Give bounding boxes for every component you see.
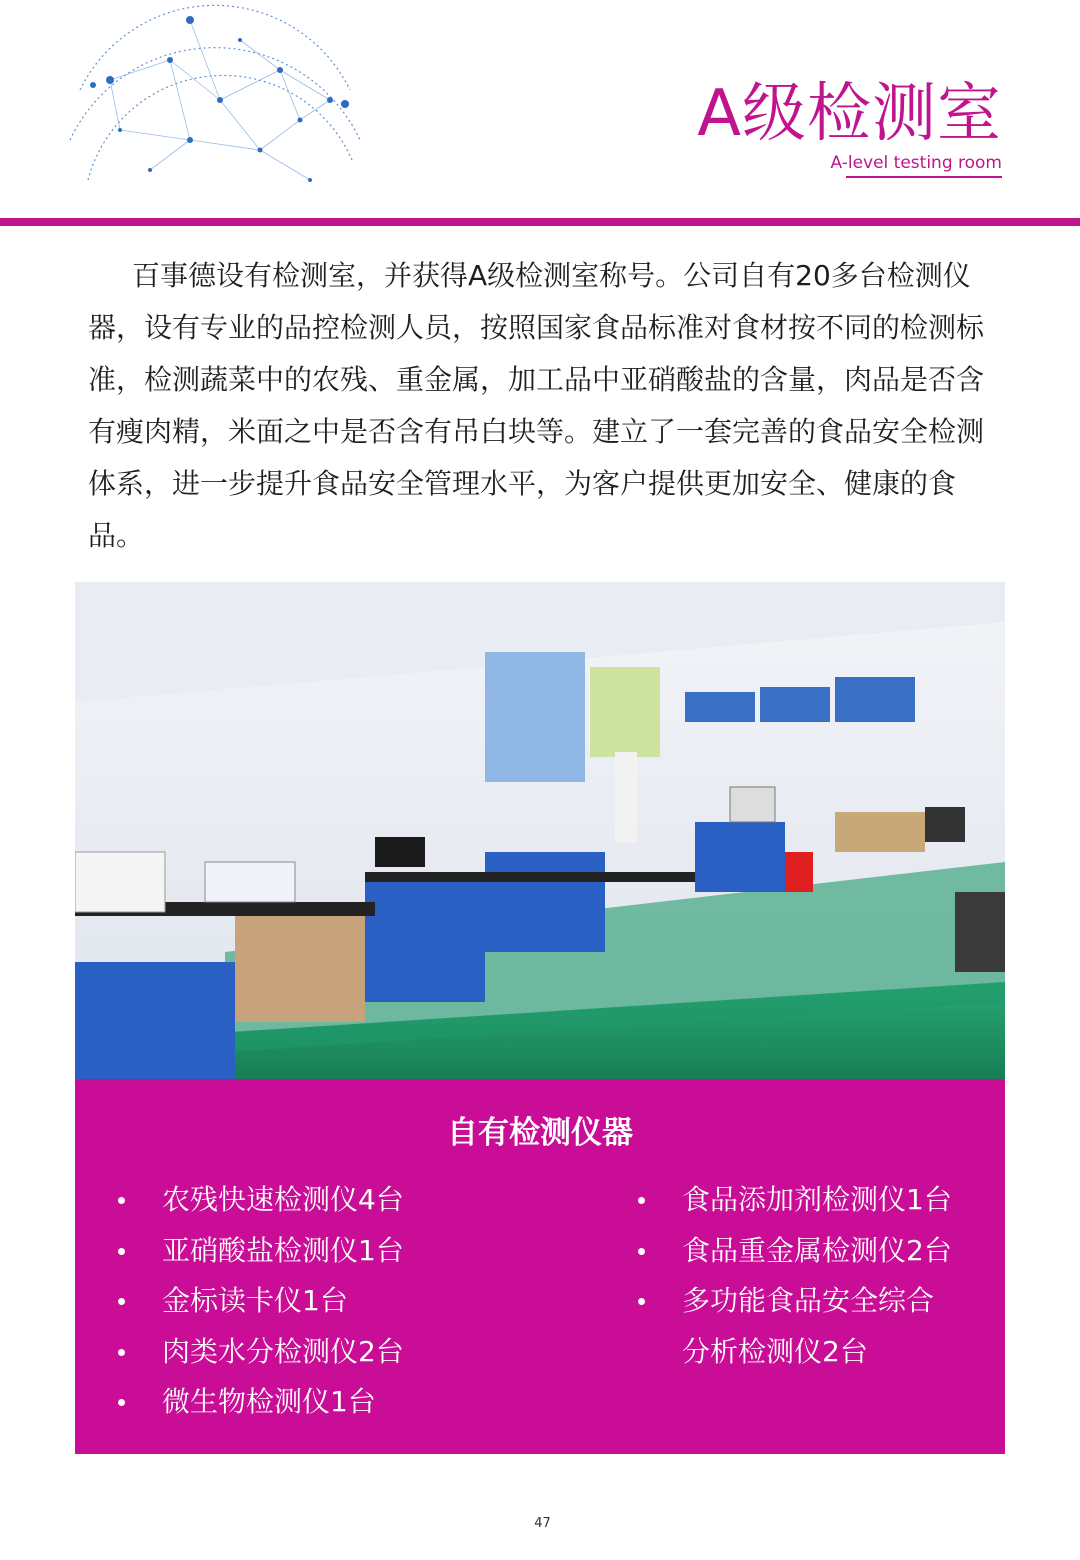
list-item-label: 食品添加剂检测仪1台 — [682, 1183, 952, 1216]
page-title: A级检测室 — [697, 77, 1002, 151]
list-item-label: 亚硝酸盐检测仪1台 — [162, 1233, 404, 1267]
list-item-label: 微生物检测仪1台 — [162, 1385, 376, 1418]
bullet-icon — [638, 1197, 645, 1204]
instruments-list-left — [115, 1175, 555, 1428]
bullet-icon — [118, 1197, 125, 1204]
intro-paragraph: 百事德设有检测室，并获得A级检测室称号。公司自有20多台检测仪器，设有专业的品控检测人员，按照国家食品标准对食材按不同的检测标准，检测蔬菜中的农残、重金属，加工品中亚硝酸盐的含量，肉品是否含有瘦肉精，米面之中是否含有吊白块等。建立了一套完善的食品安全检测体系，进一步提升食品安全管理水平，为客户提供更加安全、健康的食品。 — [88, 259, 985, 552]
list-item — [115, 1175, 555, 1226]
list-item — [115, 1327, 555, 1378]
list-item-label: 分析检测仪2台 — [682, 1334, 868, 1368]
list-item-label: 金标读卡仪1台 — [162, 1284, 348, 1317]
list-item-label: 农残快速检测仪4台 — [162, 1183, 404, 1216]
lab-photo — [75, 582, 1005, 1079]
list-item-label: 食品重金属检测仪2台 — [682, 1233, 952, 1267]
bullet-icon — [118, 1399, 125, 1406]
page-subtitle: A-level testing room — [830, 153, 1002, 173]
instruments-title: 自有检测仪器 — [447, 1115, 633, 1151]
bullet-icon — [638, 1248, 645, 1255]
bullet-icon — [118, 1298, 125, 1305]
subtitle-underline — [846, 176, 1002, 178]
list-item — [635, 1226, 985, 1277]
list-item-label: 肉类水分检测仪2台 — [162, 1334, 404, 1368]
list-item — [635, 1276, 985, 1327]
header-divider — [0, 218, 1080, 226]
list-item — [115, 1226, 555, 1277]
list-item-continuation — [635, 1327, 985, 1378]
bullet-icon — [638, 1298, 645, 1305]
network-graphic — [60, 0, 380, 200]
instruments-list-right — [635, 1175, 985, 1377]
intro-text — [88, 250, 998, 562]
list-item — [115, 1377, 555, 1428]
list-item-label: 多功能食品安全综合 — [682, 1284, 935, 1317]
list-item — [635, 1175, 985, 1226]
list-item — [115, 1276, 555, 1327]
bullet-icon — [118, 1349, 125, 1356]
bullet-icon — [118, 1248, 125, 1255]
page-number: 47 — [534, 1516, 551, 1531]
instruments-panel — [75, 1079, 1005, 1454]
